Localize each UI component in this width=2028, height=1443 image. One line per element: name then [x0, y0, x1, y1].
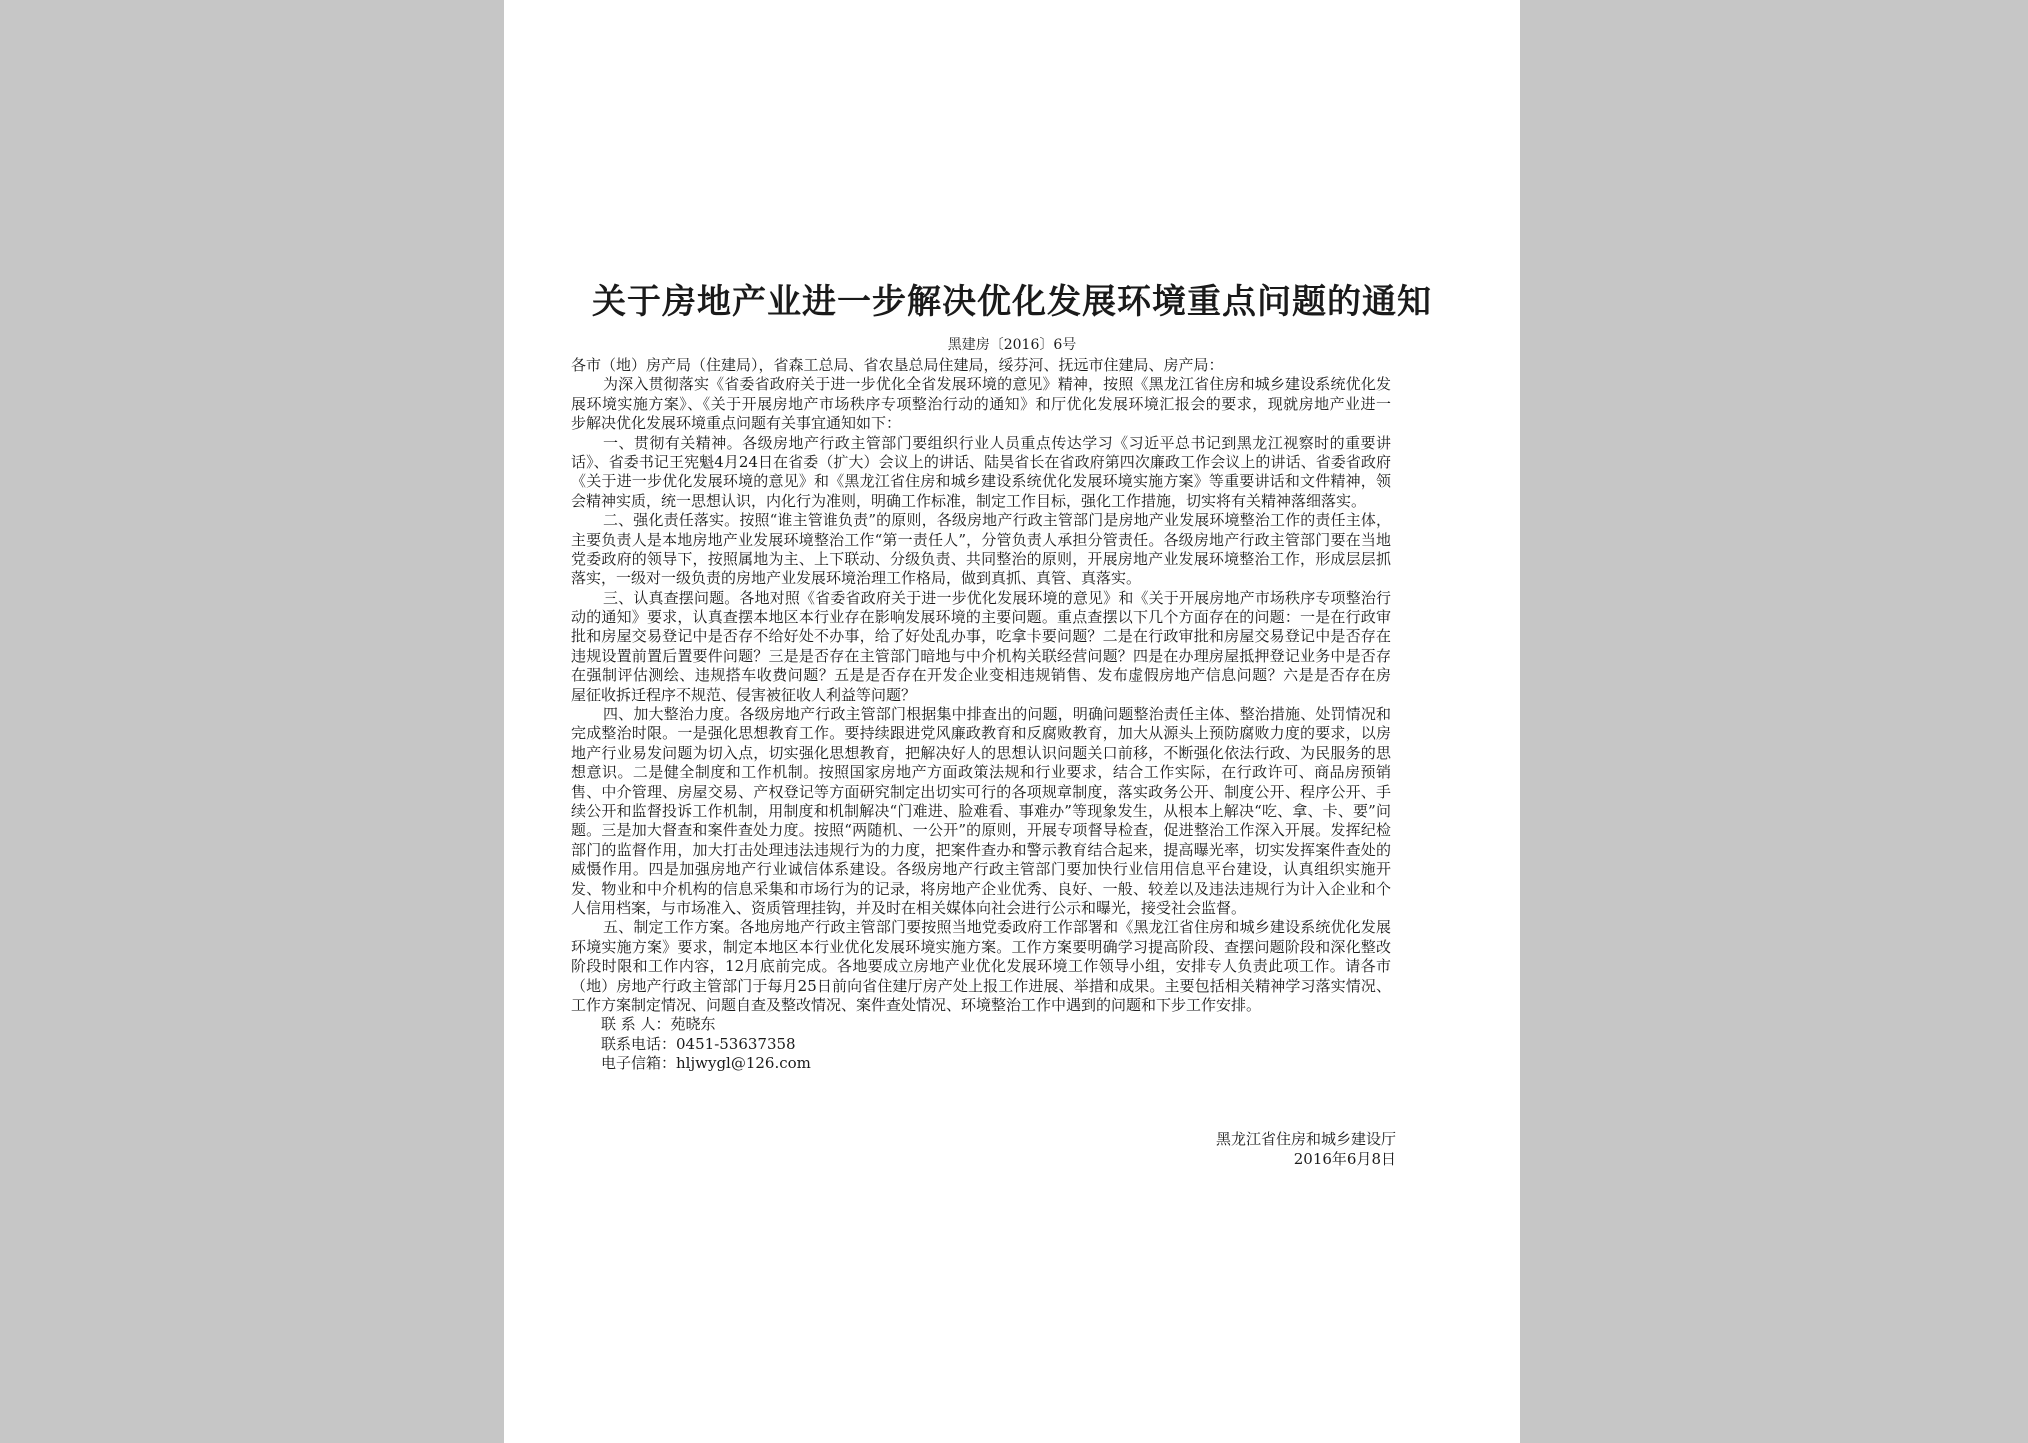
text-line: 三、认真查摆问题。各地对照《省委省政府关于进一步优化发展环境的意见》和《关于开展房地产市场秩序专项整治行: [603, 588, 1391, 607]
text-line: （地）房地产行政主管部门于每月25日前向省住建厅房产处上报工作进展、举措和成果。主要包括相关精神学习落实情况、: [571, 976, 1391, 995]
text-line: 阶段时限和工作内容，12月底前完成。各地要成立房地产业优化发展环境工作领导小组，安排专人负责此项工作。请各市: [571, 957, 1391, 976]
text-line: 《关于进一步优化发展环境的意见》和《黑龙江省住房和城乡建设系统优化发展环境实施方案》等重要讲话和文件精神，领: [571, 472, 1391, 491]
text-line: 违规设置前置后置要件问题？三是是否存在主管部门暗地与中介机构关联经营问题？四是在办理房屋抵押登记业务中是否存: [571, 646, 1391, 665]
document-number: 黑建房〔2016〕6号: [947, 337, 1077, 353]
text-line: 完成整治时限。一是强化思想教育工作。要持续跟进党风廉政教育和反腐败教育，加大从源头上预防腐败力度的要求，以房: [571, 724, 1391, 743]
document-body: [571, 356, 1391, 1073]
page-title: 关于房地产业进一步解决优化发展环境重点问题的通知: [592, 282, 1432, 322]
text-line: 发、物业和中介机构的信息采集和市场行为的记录，将房地产企业优秀、良好、一般、较差以及违法违规行为计入企业和个: [571, 879, 1391, 898]
text-line: 为深入贯彻落实《省委省政府关于进一步优化全省发展环境的意见》精神，按照《黑龙江省住房和城乡建设系统优化发: [603, 375, 1391, 394]
text-line: 批和房屋交易登记中是否存不给好处不办事，给了好处乱办事，吃拿卡要问题？二是在行政审批和房屋交易登记中是否存在: [571, 627, 1391, 646]
text-line: 屋征收拆迁程序不规范、侵害被征收人利益等问题？: [571, 685, 917, 704]
text-line: 主要负责人是本地房地产业发展环境整治工作“第一责任人”，分管负责人承担分管责任。各级房地产行政主管部门要在当地: [571, 530, 1391, 549]
text-line: 售、中介管理、房屋交易、产权登记等方面研究制定出切实可行的各项规章制度，落实政务公开、制度公开、程序公开、手: [571, 782, 1391, 801]
text-line: 话》、省委书记王宪魁4月24日在省委（扩大）会议上的讲话、陆昊省长在省政府第四次廉政工作会议上的讲话、省委省政府: [571, 452, 1391, 471]
text-line: 一、贯彻有关精神。各级房地产行政主管部门要组织行业人员重点传达学习《习近平总书记到黑龙江视察时的重要讲: [603, 433, 1391, 452]
text-line: 续公开和监督投诉工作机制，用制度和机制解决“门难进、脸难看、事难办”等现象发生，从根本上解决“吃、拿、卡、要”问: [571, 801, 1391, 820]
contact-phone-label: 联系电话：: [601, 1034, 677, 1053]
contact-email-label: 电子信箱：: [601, 1054, 677, 1073]
contact-phone-value: 0451-53637358: [676, 1034, 796, 1053]
text-line: 步解决优化发展环境重点问题有关事宜通知如下：: [571, 414, 902, 433]
contact-email: [571, 1054, 1391, 1073]
text-line: 党委政府的领导下，按照属地为主、上下联动、分级负责、共同整治的原则，开展房地产业发展环境整治工作，形成层层抓: [571, 549, 1391, 568]
text-line: 在强制评估测绘、违规搭车收费问题？五是是否存在开发企业变相违规销售、发布虚假房地产信息问题？六是是否存在房: [571, 666, 1391, 685]
text-line: 地产行业易发问题为切入点，切实强化思想教育，把解决好人的思想认识问题关口前移，不断强化依法行政、为民服务的思: [571, 743, 1391, 762]
signature-date: 2016年6月8日: [1293, 1150, 1396, 1168]
contact-email-value: hljwygl@126.com: [676, 1054, 811, 1073]
text-line: 想意识。二是健全制度和工作机制。按照国家房地产方面政策法规和行业要求，结合工作实际，在行政许可、商品房预销: [571, 763, 1391, 782]
text-line: 五、制定工作方案。各地房地产行政主管部门要按照当地党委政府工作部署和《黑龙江省住房和城乡建设系统优化发展: [603, 918, 1391, 937]
text-line: 会精神实质，统一思想认识，内化行为准则，明确工作标准，制定工作目标，强化工作措施，切实将有关精神落细落实。: [571, 491, 1367, 510]
text-line: 落实，一级对一级负责的房地产业发展环境治理工作格局，做到真抓、真管、真落实。: [571, 569, 1142, 588]
text-line: 二、强化责任落实。按照“谁主管谁负责”的原则，各级房地产行政主管部门是房地产业发展环境整治工作的责任主体，: [603, 511, 1391, 530]
text-line: 人信用档案，与市场准入、资质管理挂钩，并及时在相关媒体向社会进行公示和曝光，接受社会监督。: [571, 898, 1247, 917]
contact-phone: [571, 1035, 1391, 1054]
text-line: 威慑作用。四是加强房地产行业诚信体系建设。各级房地产行政主管部门要加快行业信用信息平台建设，认真组织实施开: [571, 860, 1391, 879]
document-page: [504, 0, 1520, 1443]
text-line: 各市（地）房产局（住建局），省森工总局、省农垦总局住建局，绥芬河、抚远市住建局、房产局：: [571, 356, 1224, 374]
text-line: 四、加大整治力度。各级房地产行政主管部门根据集中排查出的问题，明确问题整治责任主体、整治措施、处罚情况和: [603, 705, 1391, 724]
text-line: 环境实施方案》要求，制定本地区本行业优化发展环境实施方案。工作方案要明确学习提高阶段、查摆问题阶段和深化整改: [571, 937, 1391, 956]
text-line: 题。三是加大督查和案件查处力度。按照“两随机、一公开”的原则，开展专项督导检查，促进整治工作深入开展。发挥纪检: [571, 821, 1391, 840]
text-line: 工作方案制定情况、问题自查及整改情况、案件查处情况、环境整治工作中遇到的问题和下步工作安排。: [571, 995, 1262, 1014]
signature-org: 黑龙江省住房和城乡建设厅: [1215, 1130, 1396, 1148]
contact-person: [571, 1015, 1391, 1034]
text-line: 动的通知》要求，认真查摆本地区本行业存在影响发展环境的主要问题。重点查摆以下几个方面存在的问题：一是在行政审: [571, 608, 1391, 627]
contact-person-value: 苑晓东: [670, 1015, 716, 1034]
text-line: 展环境实施方案》、《关于开展房地产市场秩序专项整治行动的通知》和厅优化发展环境汇报会的要求，现就房地产业进一: [571, 394, 1391, 413]
contact-person-label: 联 系 人：: [601, 1015, 671, 1034]
text-line: 部门的监督作用，加大打击处理违法违规行为的力度，把案件查办和警示教育结合起来，提高曝光率，切实发挥案件查处的: [571, 840, 1391, 859]
